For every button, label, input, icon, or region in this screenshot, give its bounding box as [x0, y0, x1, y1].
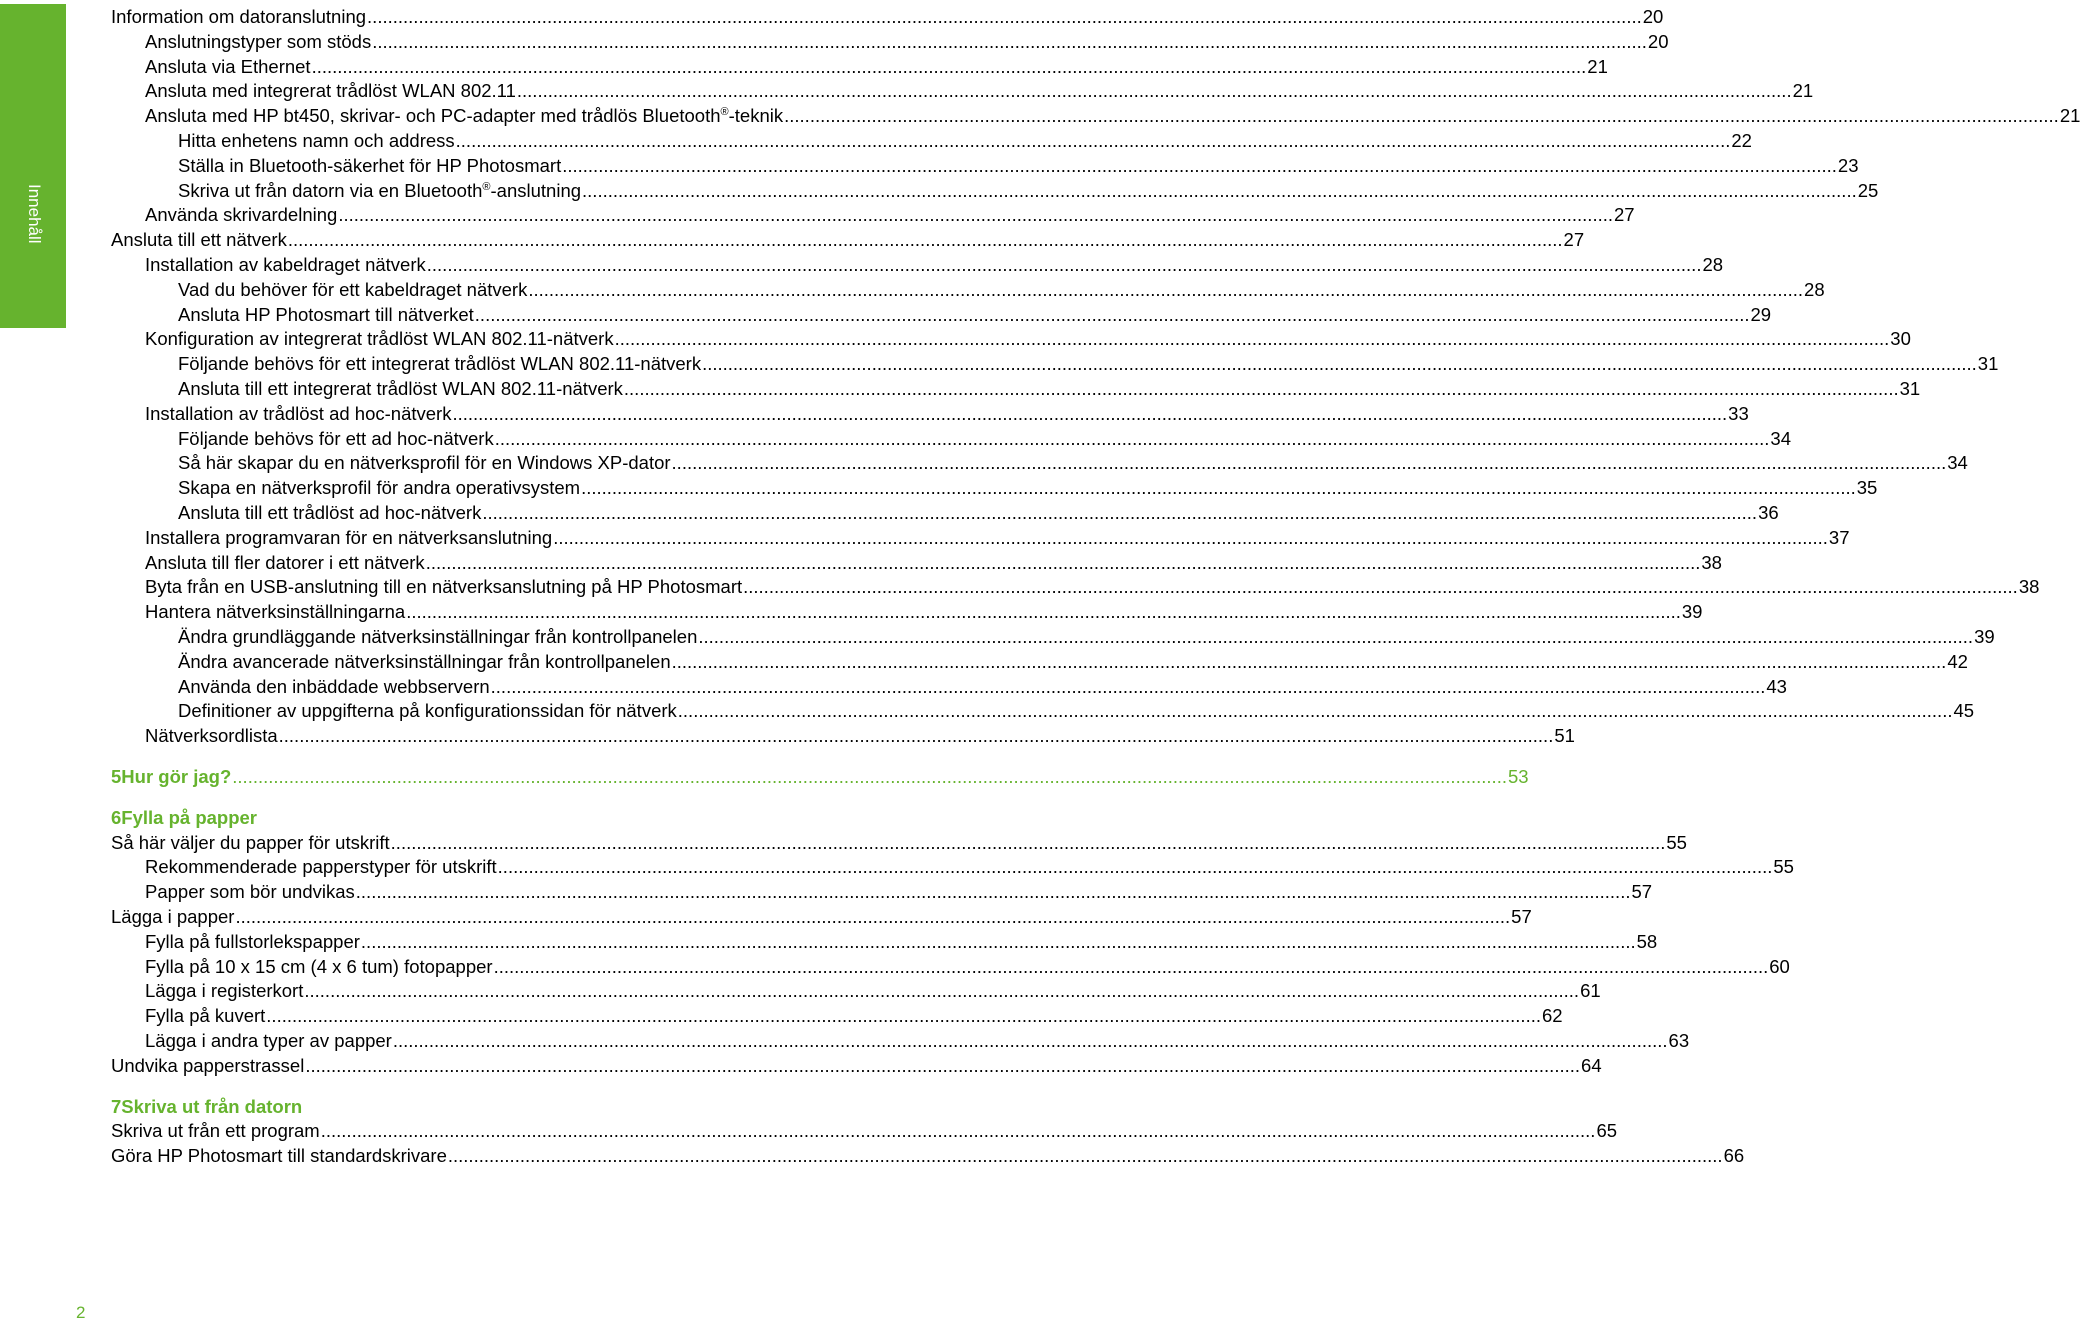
toc-page-number: 55 — [1773, 856, 1794, 878]
toc-page-number: 21 — [1587, 55, 1608, 77]
leader-dots — [494, 954, 1769, 980]
toc-entry[interactable] — [0, 376, 1921, 402]
leader-dots — [288, 227, 1563, 253]
leader-dots — [356, 879, 1631, 905]
toc-entry-title: Installation av kabeldraget nätverk — [145, 254, 426, 275]
toc-page-number: 63 — [1668, 1030, 1690, 1051]
toc-page-number: 37 — [1828, 526, 1850, 548]
toc-page-number: 57 — [1511, 906, 1532, 927]
toc-entry-title: Använda skrivardelning — [145, 204, 338, 226]
toc-page-number: 65 — [1596, 1120, 1618, 1142]
toc-page-number: 64 — [1581, 1054, 1602, 1076]
toc-entry-title: Ansluta till ett integrerat trådlöst WLAN 802.11-nätverk — [178, 378, 623, 399]
toc-entry[interactable] — [0, 574, 2040, 600]
toc-entry[interactable] — [0, 599, 1703, 625]
toc-entry-title: Följande behövs för ett integrerat trådlöst WLAN 802.11-nätverk — [178, 353, 702, 375]
toc-entry[interactable] — [0, 202, 1635, 228]
toc-entry[interactable] — [0, 54, 1608, 80]
toc-entry-title: Definitioner av uppgifterna på konfigurationssidan för nätverk — [178, 700, 677, 722]
toc-entry-title: Vad du behöver för ett kabeldraget nätverk — [178, 278, 528, 300]
leader-dots — [624, 376, 1899, 402]
leader-dots — [338, 202, 1613, 228]
toc-entry-title: Ändra grundläggande nätverksinställningar från kontrollpanelen — [178, 626, 698, 647]
leader-dots — [784, 103, 2059, 129]
leader-dots — [266, 1003, 1541, 1029]
leader-dots — [678, 698, 1953, 724]
toc-entry[interactable] — [0, 426, 1791, 452]
toc-page-number: 20 — [1642, 6, 1664, 27]
toc-entry-title: Hantera nätverksinställningarna — [145, 601, 406, 623]
toc-entry[interactable] — [0, 78, 1814, 104]
toc-page-number: 31 — [1977, 353, 1999, 375]
toc-entry-title: Ansluta till fler datorer i ett nätverk — [145, 551, 425, 573]
leader-dots — [391, 830, 1666, 856]
toc-entry-title: Installation av trådlöst ad hoc-nätverk — [145, 402, 452, 424]
toc-entry[interactable] — [0, 475, 1878, 501]
leader-dots — [235, 904, 1510, 930]
toc-page-number: 34 — [1947, 452, 1968, 474]
toc-page-number: 62 — [1542, 1005, 1563, 1027]
toc-entry-title: Lägga i andra typer av papper — [145, 1030, 392, 1051]
toc-page-number: 38 — [1701, 551, 1722, 573]
toc-entry[interactable] — [0, 401, 1749, 427]
leader-dots — [615, 326, 1890, 352]
toc-entry[interactable] — [0, 805, 960, 831]
toc-entry-title: Skapa en nätverksprofil för andra operativsystem — [178, 477, 581, 499]
toc-entry[interactable] — [0, 326, 1911, 352]
leader-dots — [498, 854, 1773, 880]
toc-entry-title: Ansluta HP Photosmart till nätverket — [178, 303, 474, 325]
toc-page-number: 33 — [1728, 402, 1749, 424]
leader-dots — [448, 1143, 1723, 1169]
toc-entry-title: Ansluta via Ethernet — [145, 55, 311, 77]
toc-entry[interactable] — [0, 1094, 960, 1120]
toc-entry-title: Ansluta till ett trådlöst ad hoc-nätverk — [178, 502, 482, 523]
leader-dots — [743, 574, 2018, 600]
toc-entry-title: Byta från en USB-anslutning till en nätverksanslutning på HP Photosmart — [145, 576, 743, 598]
toc-entry[interactable] — [0, 674, 1787, 700]
toc-page-number: 36 — [1758, 502, 1779, 523]
toc-page-number: 28 — [1804, 278, 1825, 300]
toc-entry[interactable] — [0, 500, 1779, 526]
toc-entry[interactable] — [0, 1003, 1563, 1029]
chapter-number: 7 — [111, 1095, 122, 1117]
toc-page-number: 22 — [1731, 130, 1752, 151]
toc-page-number: 31 — [1899, 378, 1921, 399]
toc-entry[interactable] — [0, 29, 1669, 55]
toc-page-number: 30 — [1890, 328, 1911, 350]
toc-entry[interactable] — [0, 178, 1879, 204]
toc-entry-title: Fylla på kuvert — [145, 1005, 266, 1027]
leader-dots — [562, 153, 1837, 179]
toc-entry-title: Så här väljer du papper för utskrift — [111, 831, 390, 853]
toc-entry-title: Rekommenderade papperstyper för utskrift — [145, 856, 497, 878]
chapter-title: Hur gör jag? — [121, 766, 232, 787]
leader-dots — [581, 475, 1856, 501]
leader-dots — [495, 426, 1770, 452]
toc-entry-title: Konfiguration av integrerat trådlöst WLAN 802.11-nätverk — [145, 328, 614, 350]
toc-entry-title: Skriva ut från datorn via en Bluetooth®-anslutning — [178, 179, 582, 201]
side-tab-label: Innehåll — [25, 184, 44, 244]
leader-dots — [452, 401, 1727, 427]
toc-entry[interactable] — [0, 698, 1975, 724]
toc-entry-title: Lägga i papper — [111, 906, 235, 927]
chapter-number: 6 — [111, 806, 122, 828]
toc-entry-title: Installera programvaran för en nätverksanslutning — [145, 526, 553, 548]
toc-page-number: 51 — [1554, 725, 1575, 747]
leader-dots — [312, 54, 1587, 80]
toc-entry-title: Hitta enhetens namn och address — [178, 130, 455, 151]
toc-page-number: 43 — [1766, 675, 1787, 697]
leader-dots — [427, 252, 1702, 278]
toc-page-number: 21 — [2059, 105, 2080, 127]
leader-dots — [372, 29, 1647, 55]
toc-entry[interactable] — [0, 1118, 1618, 1144]
toc-page-number: 39 — [1974, 626, 1995, 647]
toc-entry[interactable] — [0, 1028, 1690, 1054]
toc-page-number: 60 — [1769, 955, 1790, 977]
leader-dots — [305, 1053, 1580, 1079]
chapter-title: Skriva ut från datorn — [121, 1095, 303, 1117]
leader-dots — [491, 674, 1766, 700]
leader-dots — [702, 351, 1977, 377]
toc-entry-title: Undvika papperstrassel — [111, 1054, 305, 1076]
toc-entry[interactable] — [0, 954, 1790, 980]
toc-entry[interactable] — [0, 854, 1794, 880]
toc-page-number: 20 — [1647, 30, 1669, 52]
toc-page-number: 35 — [1856, 477, 1878, 499]
toc-page-number: 45 — [1953, 700, 1975, 722]
toc-page-number: 23 — [1837, 154, 1859, 176]
toc-entry-title: Så här skapar du en nätverksprofil för en Windows XP-dator — [178, 452, 671, 474]
leader-dots — [672, 649, 1947, 675]
toc-page-number: 29 — [1750, 303, 1772, 325]
leader-dots — [517, 78, 1792, 104]
toc-page-number: 53 — [1507, 766, 1529, 787]
toc-page-number: 25 — [1857, 179, 1879, 201]
toc-entry[interactable] — [0, 1053, 1602, 1079]
toc-page-number: 28 — [1702, 254, 1724, 275]
toc-entry-title: Ansluta med integrerat trådlöst WLAN 802.11 — [145, 80, 516, 102]
toc-entry-title: Skriva ut från ett program — [111, 1120, 320, 1142]
toc-entry-title: Papper som bör undvikas — [145, 881, 355, 903]
toc-entry[interactable] — [0, 252, 1724, 278]
toc-entry[interactable] — [0, 904, 1532, 930]
toc-entry[interactable] — [0, 978, 1601, 1004]
toc-entry-title: Nätverksordlista — [145, 725, 278, 747]
leader-dots — [672, 450, 1947, 476]
leader-dots — [406, 599, 1681, 625]
toc-page-number: 58 — [1636, 930, 1658, 952]
toc-entry-title: Ansluta till ett nätverk — [111, 229, 287, 251]
toc-entry-title: Ansluta med HP bt450, skrivar- och PC-adapter med trådlös Bluetooth®-teknik — [145, 105, 784, 127]
toc-entry[interactable] — [0, 128, 1752, 154]
toc-page-number: 42 — [1947, 650, 1968, 672]
toc-entry[interactable] — [0, 302, 1772, 328]
leader-dots — [321, 1118, 1596, 1144]
toc-page-number: 39 — [1681, 601, 1703, 623]
toc-entry[interactable] — [0, 450, 1968, 476]
toc-entry[interactable] — [0, 351, 1999, 377]
toc-entry[interactable] — [0, 624, 1995, 650]
toc-entry[interactable] — [0, 1143, 1745, 1169]
toc-entry-title: Fylla på 10 x 15 cm (4 x 6 tum) fotopapper — [145, 955, 493, 977]
chapter-title: Fylla på papper — [121, 806, 258, 828]
leader-dots — [426, 550, 1701, 576]
toc-entry[interactable] — [0, 830, 1687, 856]
toc-page-number: 27 — [1563, 229, 1585, 251]
toc-entry[interactable] — [0, 879, 1653, 905]
toc-page-number: 61 — [1580, 980, 1601, 1002]
toc-entry[interactable] — [0, 723, 1575, 749]
leader-dots — [393, 1028, 1668, 1054]
toc-entry[interactable] — [0, 525, 1850, 551]
toc-entry-title: Information om datoranslutning — [111, 6, 367, 27]
toc-entry-title: Ändra avancerade nätverksinställningar från kontrollpanelen — [178, 650, 671, 672]
toc-entry-title: Följande behövs för ett ad hoc-nätverk — [178, 427, 494, 449]
toc-entry[interactable] — [0, 550, 1722, 576]
leader-dots — [304, 978, 1579, 1004]
toc-entry[interactable] — [0, 227, 1585, 253]
toc-entry[interactable] — [0, 649, 1968, 675]
toc-page-number: 66 — [1723, 1145, 1745, 1167]
leader-dots — [482, 500, 1757, 526]
toc-page-number: 34 — [1770, 427, 1791, 449]
leader-dots — [279, 723, 1554, 749]
leader-dots — [361, 929, 1636, 955]
toc-entry-title: Anslutningstyper som stöds — [145, 30, 372, 52]
toc-page-number: 21 — [1792, 80, 1814, 102]
page-number: 2 — [76, 1303, 86, 1322]
toc-page-number: 38 — [2018, 576, 2040, 598]
toc-entry[interactable] — [0, 153, 1859, 179]
toc-entry[interactable] — [0, 277, 1825, 303]
leader-dots — [475, 302, 1750, 328]
toc-page-number: 27 — [1614, 204, 1635, 226]
toc-entry-title: Göra HP Photosmart till standardskrivare — [111, 1145, 447, 1167]
toc-entry[interactable] — [0, 929, 1658, 955]
toc-entry-title: Ställa in Bluetooth-säkerhet för HP Photosmart — [178, 154, 562, 176]
toc-entry[interactable] — [0, 764, 1529, 790]
toc-entry-title: Använda den inbäddade webbservern — [178, 675, 490, 697]
toc-page-number: 57 — [1631, 881, 1653, 903]
toc-entry[interactable] — [0, 103, 2080, 129]
toc-entry-title: Fylla på fullstorlekspapper — [145, 930, 360, 952]
leader-dots — [582, 178, 1857, 204]
leader-dots — [698, 624, 1973, 650]
leader-dots — [528, 277, 1803, 303]
leader-dots — [232, 764, 1507, 790]
toc-entry-title: Lägga i registerkort — [145, 980, 304, 1002]
leader-dots — [367, 4, 1642, 30]
leader-dots — [553, 525, 1828, 551]
toc-page-number: 55 — [1666, 831, 1687, 853]
chapter-number: 5 — [111, 766, 122, 787]
leader-dots — [456, 128, 1731, 154]
toc-entry[interactable] — [0, 4, 1664, 30]
